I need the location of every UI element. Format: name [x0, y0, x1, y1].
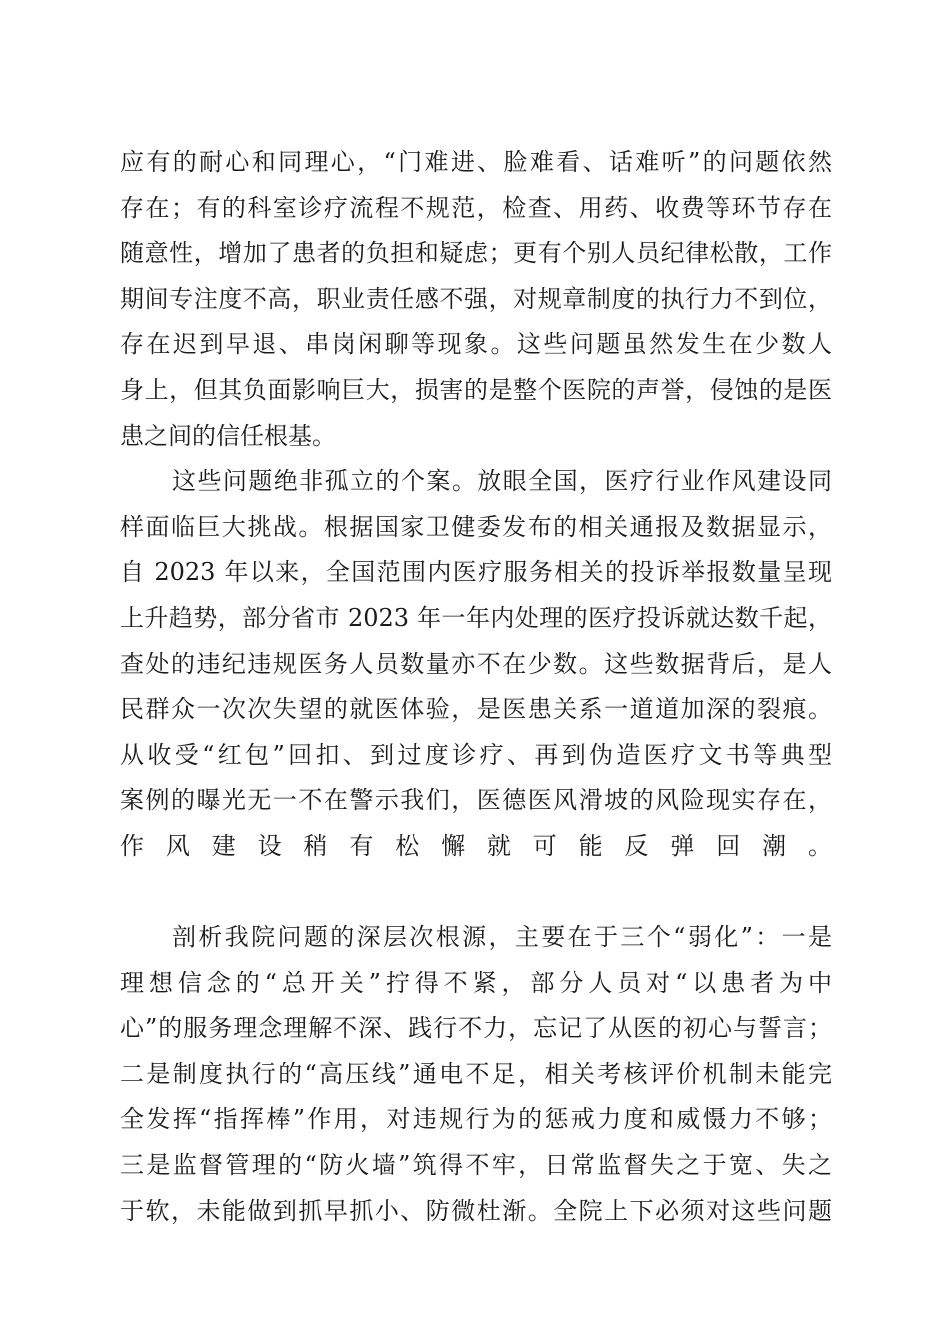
- paragraph-line: 存在迟到早退、串岗闲聊等现象。这些问题虽然发生在少数人: [120, 330, 832, 359]
- paragraph-line: 案例的曝光无一不在警示我们，医德医风滑坡的风险现实存在，: [120, 786, 832, 815]
- paragraph-line: 患之间的信任根基。: [120, 421, 336, 450]
- paragraph-line: 查处的违纪违规医务人员数量亦不在少数。这些数据背后，是人: [120, 649, 832, 678]
- paragraph-line: 三是监督管理的“防火墙”筑得不牢，日常监督失之于宽、失之: [120, 1151, 832, 1180]
- paragraph-line: [120, 870, 832, 916]
- paragraph-3: [120, 915, 832, 1234]
- paragraph-1: [120, 140, 832, 459]
- paragraph-line: 民群众一次次失望的就医体验，是医患关系一道道加深的裂痕。: [120, 695, 832, 724]
- paragraph-line: 随意性，增加了患者的负担和疑虑；更有个别人员纪律松散，工作: [120, 239, 832, 268]
- paragraph-line: 心”的服务理念理解不深、践行不力，忘记了从医的初心与誓言；: [120, 1014, 832, 1043]
- paragraph-line: 应有的耐心和同理心，“门难进、脸难看、话难听”的问题依然: [120, 148, 832, 176]
- paragraph-line: 身上，但其负面影响巨大，损害的是整个医院的声誉，侵蚀的是医: [120, 375, 832, 404]
- paragraph-line: 作风建设稍有松懈就可能反弹回潮。: [120, 831, 832, 860]
- paragraph-line: 剖析我院问题的深层次根源，主要在于三个“弱化”：一是: [172, 923, 832, 952]
- paragraph-line: 期间专注度不高，职业责任感不强，对规章制度的执行力不到位，: [120, 284, 832, 313]
- paragraph-line: 理想信念的“总开关”拧得不紧，部分人员对“以患者为中: [120, 968, 832, 997]
- paragraph-line: 这些问题绝非孤立的个案。放眼全国，医疗行业作风建设同: [172, 467, 832, 496]
- paragraph-line: 从收受“红包”回扣、到过度诊疗、再到伪造医疗文书等典型: [120, 740, 832, 769]
- paragraph-line: 上升趋势，部分省市 2023 年一年内处理的医疗投诉就达数千起，: [120, 603, 832, 632]
- paragraph-line: 自 2023 年以来，全国范围内医疗服务相关的投诉举报数量呈现: [120, 558, 832, 587]
- paragraph-2: [120, 459, 832, 915]
- paragraph-line: 样面临巨大挑战。根据国家卫健委发布的相关通报及数据显示，: [120, 512, 832, 541]
- paragraph-line: 存在；有的科室诊疗流程不规范，检查、用药、收费等环节存在: [120, 193, 832, 222]
- document-body: [120, 140, 832, 1234]
- paragraph-line: 全发挥“指挥棒”作用，对违规行为的惩戒力度和威慑力不够；: [120, 1105, 832, 1134]
- paragraph-line: 二是制度执行的“高压线”通电不足，相关考核评价机制未能完: [120, 1059, 832, 1088]
- paragraph-line: 于软，未能做到抓早抓小、防微杜渐。全院上下必须对这些问题: [120, 1196, 832, 1225]
